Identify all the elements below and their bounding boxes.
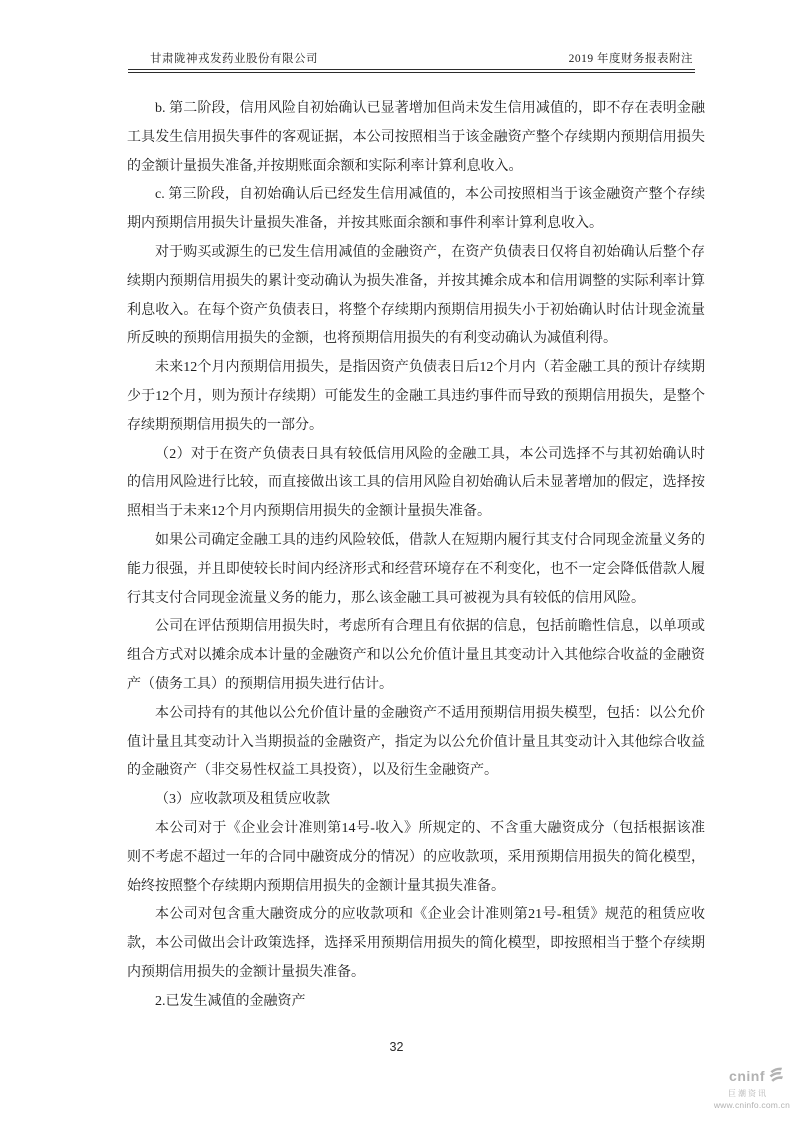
header-report-title: 2019 年度财务报表附注 [568,53,693,65]
paragraph: 本公司持有的其他以公允价值计量的金融资产不适用预期信用损失模型，包括：以公允价值计量且其变动计入当期损益的金融资产，指定为以公允价值计量且其变动计入其他综合收益的金融资产（非交易性权益工具投资），以及衍生金融资产。 [127,705,705,779]
paragraph: 本公司对于《企业会计准则第14号-收入》所规定的、不含重大融资成分（包括根据该准则不考虑不超过一年的合同中融资成分的情况）的应收款项，采用预期信用损失的简化模型，始终按照整个存续期内预期信用损失的金额计量其损失准备。 [127,820,705,894]
cninfo-brand-text: cninf [729,1068,765,1084]
cninfo-url: www.cninfo.com.cn [713,1099,790,1110]
paragraph: b. 第二阶段，信用风险自初始确认已显著增加但尚未发生信用减值的，即不存在表明金融工具发生信用损失事件的客观证据，本公司按照相当于该金融资产整个存续期内预期信用损失的金额计量损失准备,并按期账面余额和实际利率计算利息收入。 [127,101,705,174]
paragraph: 未来12个月内预期信用损失，是指因资产负债表日后12个月内（若金融工具的预计存续期少于12个月，则为预计存续期）可能发生的金融工具违约事件而导致的预期信用损失，是整个存续期预期信用损失的一部分。 [127,360,705,433]
cninfo-watermark [714,1066,790,1110]
paragraph: 本公司对包含重大融资成分的应收款项和《企业会计准则第21号-租赁》规范的租赁应收款，本公司做出会计政策选择，选择采用预期信用损失的简化模型，即按照相当于整个存续期内预期信用损失的金额计量损失准备。 [127,907,705,980]
page-header [128,46,695,73]
paragraph: 如果公司确定金融工具的违约风险较低，借款人在短期内履行其支付合同现金流量义务的能力很强，并且即使较长时间内经济形式和经营环境存在不利变化，也不一定会降低借款人履行其支付合同现金流量义务的能力，那么该金融工具可被视为具有较低的信用风险。 [127,532,705,606]
paragraph: 2.已发生减值的金融资产 [155,993,306,1009]
header-rule [128,69,695,73]
paragraph: 对于购买或源生的已发生信用减值的金融资产，在资产负债表日仅将自初始确认后整个存续期内预期信用损失的累计变动确认为损失准备，并按其摊余成本和信用调整的实际利率计算利息收入。在每个资产负债表日，将整个存续期内预期信用损失小于初始确认时估计现金流量所反映的预期信用损失的金额，也将预期信用损失的有利变动确认为减值利得。 [127,244,705,347]
paragraph: （2）对于在资产负债表日具有较低信用风险的金融工具，本公司选择不与其初始确认时的信用风险进行比较，而直接做出该工具的信用风险自初始确认后未显著增加的假定，选择按照相当于未来12个月内预期信用损失的金额计量损失准备。 [127,446,705,520]
document-body [127,95,705,1017]
cninfo-chinese-name: 巨潮资讯 [728,1088,768,1098]
paragraph: c. 第三阶段，自初始确认后已经发生信用减值的，本公司按照相当于该金融资产整个存续期内预期信用损失计量损失准备，并按其账面余额和事件利率计算利息收入。 [127,187,705,232]
page-number: 32 [389,1040,404,1054]
cninfo-swirl-icon [767,1066,784,1087]
header-company-name: 甘肃陇神戎发药业股份有限公司 [150,53,318,65]
paragraph: （3）应收款项及租赁应收款 [155,792,330,808]
paragraph: 公司在评估预期信用损失时，考虑所有合理且有依据的信息，包括前瞻性信息，以单项或组合方式对以摊余成本计量的金融资产和以公允价值计量且其变动计入其他综合收益的金融资产（债务工具）的预期信用损失进行估计。 [127,619,705,692]
